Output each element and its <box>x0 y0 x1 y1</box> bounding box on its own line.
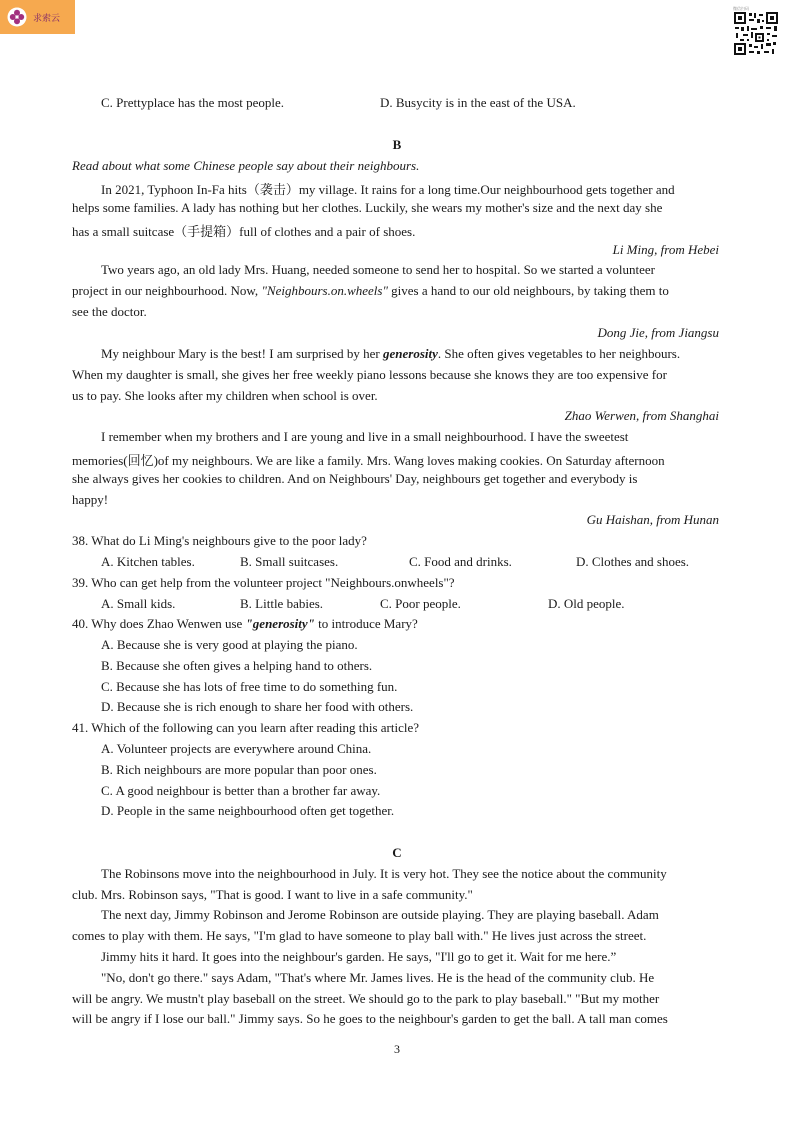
passage-line: helps some families. A lady has nothing but her clothes. Luckily, she wears my mother's size and the next day she <box>72 200 663 215</box>
option-39-b: B. Little babies. <box>240 596 324 611</box>
passage-text: My neighbour Mary is the best! I am surprised by her <box>101 346 383 361</box>
option-41-c: C. A good neighbour is better than a brother far away. <box>101 783 381 798</box>
option-38-a: A. Kitchen tables. <box>101 554 195 569</box>
passage-line: see the doctor. <box>72 304 147 319</box>
passage-line: Jimmy hits it hard. It goes into the neighbour's garden. He says, "I'll go to get it. Wait for me here.” <box>101 949 617 964</box>
qr-code[interactable] <box>733 6 779 56</box>
passage-line: club. Mrs. Robinson says, "That is good. I want to live in a safe community." <box>72 887 473 902</box>
brand-logo <box>0 0 75 34</box>
passage-line: memories(回忆)of my neighbours. We are like a family. Mrs. Wang loves making cookies. On Saturday afternoon <box>72 453 665 468</box>
option-41-d: D. People in the same neighbourhood often get together. <box>101 803 395 818</box>
qr-caption: 微信扫码 <box>733 6 749 11</box>
passage-line: will be angry. We mustn't play baseball on the street. We should go to the park to play baseball." "But my mother <box>72 991 660 1006</box>
option-c-prettyplace: C. Prettyplace has the most people. <box>101 95 285 110</box>
option-38-d: D. Clothes and shoes. <box>576 554 690 569</box>
option-d-busycity: D. Busycity is in the east of the USA. <box>380 95 576 110</box>
passage-line: comes to play with them. He says, "I'm glad to have someone to play ball with." He lives just across the street. <box>72 928 647 943</box>
project-name: "Neighbours.on.wheels" <box>261 283 388 298</box>
passage-line <box>101 346 680 362</box>
question-41: 41. Which of the following can you learn after reading this article? <box>72 720 420 735</box>
option-40-b: B. Because she often gives a helping hand to others. <box>101 658 373 673</box>
section-b-heading: B <box>392 137 402 152</box>
passage-line: she always gives her cookies to children. And on Neighbours' Day, neighbours get together and everybody is <box>72 471 638 486</box>
passage-line: In 2021, Typhoon In-Fa hits（袭击）my village. It rains for a long time.Our neighbourhood gets together and <box>101 182 675 197</box>
author-signature: Li Ming, from Hebei <box>612 242 719 257</box>
passage-line: us to pay. She looks after my children when school is over. <box>72 388 378 403</box>
passage-line: Two years ago, an old lady Mrs. Huang, needed someone to send her to hospital. So we started a volunteer <box>101 262 655 277</box>
option-39-c: C. Poor people. <box>380 596 461 611</box>
option-41-b: B. Rich neighbours are more popular than poor ones. <box>101 762 377 777</box>
question-39: 39. Who can get help from the volunteer project "Neighbours.onwheels"? <box>72 575 455 590</box>
option-40-d: D. Because she is rich enough to share her food with others. <box>101 699 414 714</box>
passage-text: . She often gives vegetables to her neighbours. <box>437 346 681 361</box>
passage-line: The Robinsons move into the neighbourhood in July. It is very hot. They see the notice about the community <box>101 866 667 881</box>
author-signature: Dong Jie, from Jiangsu <box>597 325 719 340</box>
question-40 <box>72 616 418 632</box>
option-38-b: B. Small suitcases. <box>240 554 339 569</box>
keyword-generosity: generosity <box>382 346 438 361</box>
section-b-instructions: Read about what some Chinese people say about their neighbours. <box>72 158 420 173</box>
author-signature: Zhao Werwen, from Shanghai <box>564 408 719 423</box>
section-c-heading: C <box>392 845 402 860</box>
logo-text: 求索云 <box>33 13 61 24</box>
flower-logo-icon <box>7 7 27 27</box>
keyword-generosity: "generosity" <box>245 616 315 631</box>
passage-line: I remember when my brothers and I are young and live in a small neighbourhood. I have the sweetest <box>101 429 629 444</box>
passage-line: "No, don't go there." says Adam, "That's where Mr. James lives. He is the head of the community club. He <box>101 970 655 985</box>
question-text: 40. Why does Zhao Wenwen use <box>72 616 246 631</box>
passage-line: has a small suitcase（手提箱）full of clothes and a pair of shoes. <box>72 224 416 239</box>
passage-line <box>72 283 669 299</box>
passage-line: will be angry if I lose our ball." Jimmy says. So he goes to the neighbour's garden to get the ball. A tall man comes <box>72 1011 668 1026</box>
option-38-c: C. Food and drinks. <box>409 554 512 569</box>
question-text: to introduce Mary? <box>314 616 418 631</box>
question-38: 38. What do Li Ming's neighbours give to the poor lady? <box>72 533 367 548</box>
passage-line: The next day, Jimmy Robinson and Jerome Robinson are outside playing. They are playing baseball. Adam <box>101 907 659 922</box>
passage-text: project in our neighbourhood. Now, <box>72 283 262 298</box>
option-40-a: A. Because she is very good at playing the piano. <box>101 637 358 652</box>
passage-line: When my daughter is small, she gives her free weekly piano lessons because she knows they are too expensive for <box>72 367 667 382</box>
author-signature: Gu Haishan, from Hunan <box>586 512 719 527</box>
passage-text: gives a hand to our old neighbours, by taking them to <box>387 283 669 298</box>
option-41-a: A. Volunteer projects are everywhere around China. <box>101 741 372 756</box>
option-39-d: D. Old people. <box>548 596 625 611</box>
page-number: 3 <box>394 1042 400 1056</box>
qr-code-icon <box>733 11 779 56</box>
passage-line: happy! <box>72 492 109 507</box>
option-40-c: C. Because she has lots of free time to do something fun. <box>101 679 398 694</box>
option-39-a: A. Small kids. <box>101 596 176 611</box>
